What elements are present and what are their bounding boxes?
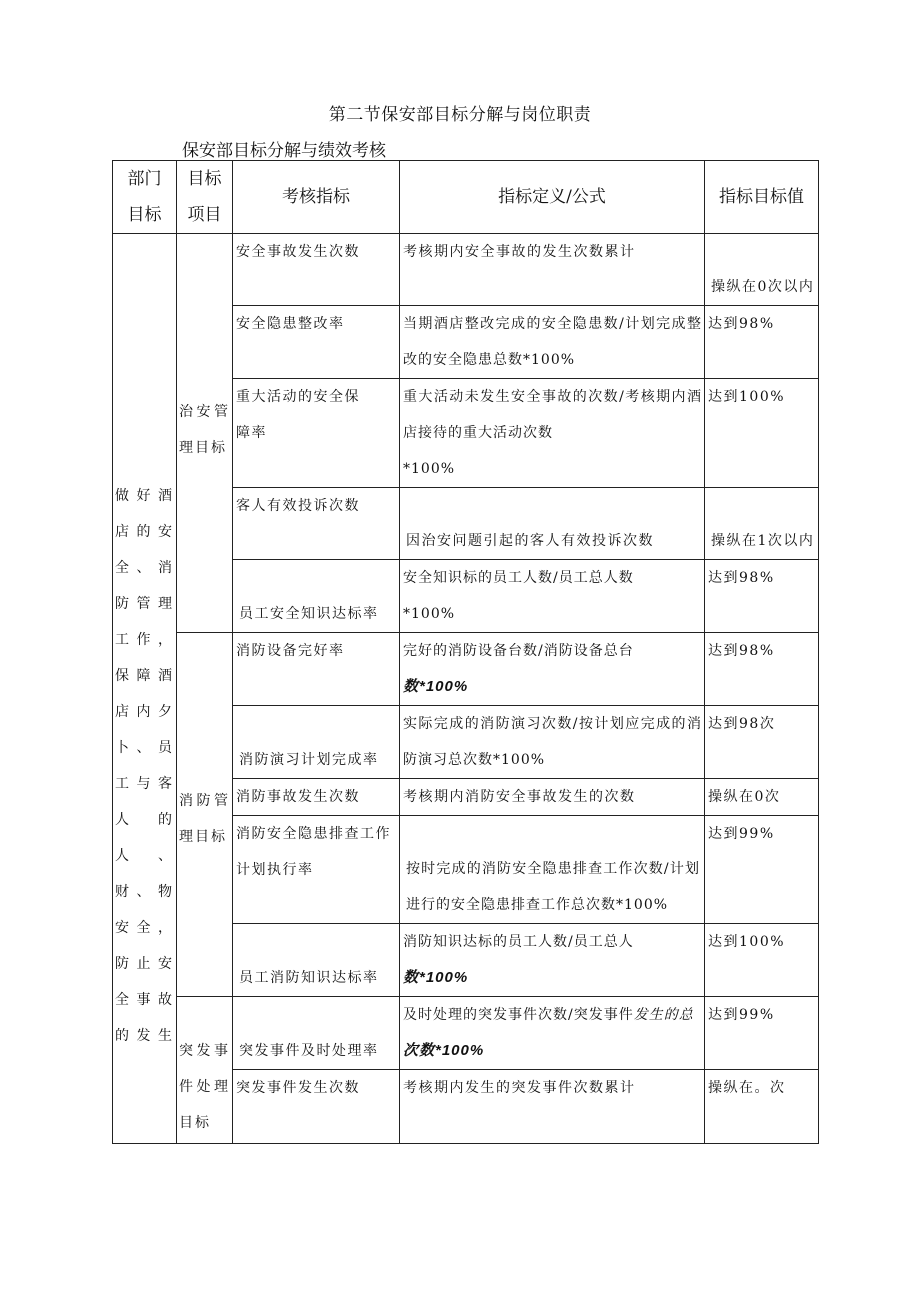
header-dept-goal — [113, 161, 177, 234]
indicator-cell: 安全事故发生次数 — [233, 234, 400, 306]
indicator-cell: 消防演习计划完成率 — [233, 706, 400, 779]
group-fire-line2: 理目标 — [179, 829, 227, 845]
indicator-cell: 安全隐患整改率 — [233, 306, 400, 379]
target-cell: 达到98次 — [705, 706, 819, 779]
indicator-cell: 消防安全隐患排查工作 计划执行率 — [233, 816, 400, 924]
indicator-cell: 客人有效投诉次数 — [233, 488, 400, 560]
indicator-cell: 消防事故发生次数 — [233, 779, 400, 816]
group-emergency-line2: 件处理 — [179, 1079, 230, 1095]
target-cell: 达到98% — [705, 633, 819, 706]
kpi-table — [112, 160, 819, 1144]
target-cell: 达到98% — [705, 306, 819, 379]
group-fire-line1: 消防管 — [179, 793, 230, 809]
definition-cell: 消防知识达标的员工人数/员工总人 数*100% — [400, 924, 705, 997]
target-cell: 达到100% — [705, 379, 819, 488]
target-cell: 达到100% — [705, 924, 819, 997]
table-row — [113, 633, 819, 706]
header-dept-goal-line2: 目标 — [127, 205, 162, 225]
header-goal-item-line2: 项目 — [187, 205, 222, 225]
header-target: 指标目标值 — [705, 161, 819, 234]
header-goal-item-line1: 目标 — [187, 169, 222, 189]
definition-cell: 安全知识标的员工人数/员工总人数 *100% — [400, 560, 705, 633]
group-fire-cell — [177, 633, 233, 997]
indicator-cell: 消防设备完好率 — [233, 633, 400, 706]
group-security-line1: 治安管 — [179, 404, 230, 420]
definition-cell: 因治安问题引起的客人有效投诉次数 — [400, 488, 705, 560]
definition-cell: 完好的消防设备台数/消防设备总台 数*100% — [400, 633, 705, 706]
target-cell: 操纵在0次 — [705, 779, 819, 816]
target-cell: 操纵在。次 — [705, 1070, 819, 1144]
definition-cell: 重大活动未发生安全事故的次数/考核期内酒 店接待的重大活动次数 *100% — [400, 379, 705, 488]
indicator-cell: 员工消防知识达标率 — [233, 924, 400, 997]
group-emergency-line3: 目标 — [179, 1115, 211, 1131]
definition-cell: 考核期内安全事故的发生次数累计 — [400, 234, 705, 306]
target-cell: 达到99% — [705, 997, 819, 1070]
definition-cell: 考核期内发生的突发事件次数累计 — [400, 1070, 705, 1144]
indicator-cell: 突发事件发生次数 — [233, 1070, 400, 1144]
target-cell: 操纵在1次以内 — [705, 488, 819, 560]
document-title: 第二节保安部目标分解与岗位职责 — [328, 105, 592, 125]
indicator-cell: 重大活动的安全保 障率 — [233, 379, 400, 488]
definition-cell: 当期酒店整改完成的安全隐患数/计划完成整 改的安全隐患总数*100% — [400, 306, 705, 379]
group-emergency-line1: 突发事 — [179, 1043, 230, 1059]
definition-cell: 按时完成的消防安全隐患排查工作次数/计划 进行的安全隐患排查工作总次数*100% — [400, 816, 705, 924]
definition-cell: 实际完成的消防演习次数/按计划应完成的消 防演习总次数*100% — [400, 706, 705, 779]
group-security-line2: 理目标 — [179, 440, 227, 456]
definition-cell: 考核期内消防安全事故发生的次数 — [400, 779, 705, 816]
header-dept-goal-line1: 部门 — [127, 169, 162, 189]
group-security-cell — [177, 234, 233, 633]
header-goal-item — [177, 161, 233, 234]
target-cell: 操纵在0次以内 — [705, 234, 819, 306]
definition-cell: 及时处理的突发事件次数/突发事件发生的总 次数*100% — [400, 997, 705, 1070]
target-cell: 达到99% — [705, 816, 819, 924]
header-indicator: 考核指标 — [233, 161, 400, 234]
header-row — [113, 161, 819, 234]
dept-goal-cell — [113, 234, 177, 1144]
table-row — [113, 234, 819, 306]
header-definition: 指标定义/公式 — [400, 161, 705, 234]
table-row — [113, 997, 819, 1070]
dept-goal-text: 做好酒店的安全、消防管理工作，保障酒店内夕卜、员工与客人的人、财、物安全，防止安全事故的发生 — [115, 488, 174, 1044]
indicator-cell: 突发事件及时处理率 — [233, 997, 400, 1070]
table-caption: 保安部目标分解与绩效考核 — [182, 141, 386, 161]
target-cell: 达到98% — [705, 560, 819, 633]
group-emergency-cell — [177, 997, 233, 1144]
indicator-cell: 员工安全知识达标率 — [233, 560, 400, 633]
